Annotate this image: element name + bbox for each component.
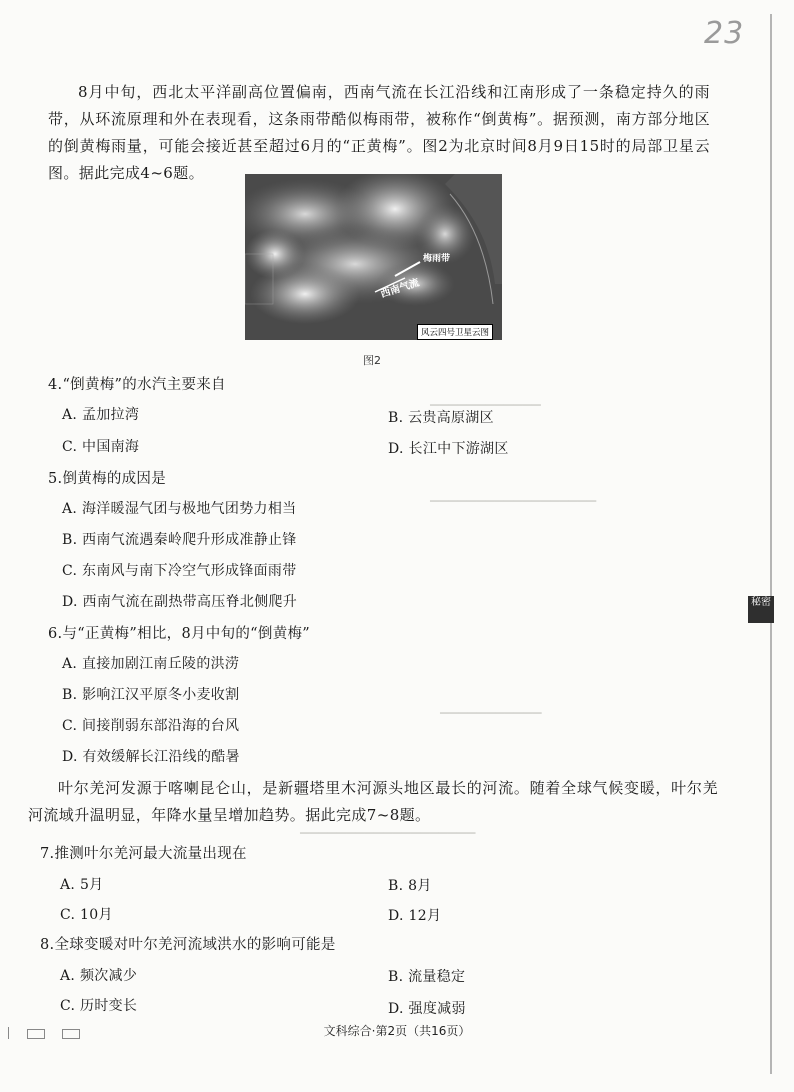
option-letter: C. bbox=[62, 563, 78, 579]
option-6b[interactable] bbox=[62, 684, 239, 704]
option-4b[interactable] bbox=[388, 407, 494, 427]
option-8c[interactable] bbox=[60, 995, 137, 1015]
rain-belt-label: 梅雨带 bbox=[423, 254, 451, 264]
option-letter: D. bbox=[62, 749, 78, 765]
option-6a[interactable] bbox=[62, 653, 239, 673]
option-text: 5月 bbox=[79, 877, 104, 893]
page-footer: 文科综合·第2页（共16页） bbox=[323, 1024, 471, 1038]
option-letter: C. bbox=[62, 718, 78, 734]
satellite-cloud-map bbox=[245, 174, 502, 340]
question-stem-text: 推测叶尔羌河最大流量出现在 bbox=[54, 846, 247, 862]
option-text: 影响江汉平原冬小麦收割 bbox=[82, 687, 240, 703]
option-text: 直接加剧江南丘陵的洪涝 bbox=[81, 656, 240, 672]
option-8a[interactable] bbox=[60, 965, 137, 985]
option-7d[interactable] bbox=[388, 905, 441, 925]
question-7-stem bbox=[40, 842, 247, 863]
option-text: 频次减少 bbox=[79, 968, 138, 984]
question-stem-text: 与“正黄梅”相比，8月中旬的“倒黄梅” bbox=[62, 626, 311, 642]
option-letter: C. bbox=[60, 998, 76, 1014]
option-text: 8月 bbox=[408, 878, 432, 894]
scan-edge-line bbox=[770, 14, 772, 1074]
option-letter: B. bbox=[62, 532, 78, 548]
question-5-stem bbox=[48, 467, 166, 488]
option-text: 间接削弱东部沿海的台风 bbox=[82, 718, 240, 734]
intro-passage-2-text: 叶尔羌河发源于喀喇昆仑山，是新疆塔里木河源头地区最长的河流。随着全球气候变暖，叶尔羌河流域升温明显，年降水量呈增加趋势。据此完成7~8题。 bbox=[28, 779, 718, 824]
option-text: 西南气流在副热带高压脊北侧爬升 bbox=[82, 594, 298, 610]
option-5d[interactable] bbox=[62, 591, 297, 611]
question-8-stem bbox=[40, 933, 336, 954]
option-text: 10月 bbox=[80, 907, 113, 923]
satellite-source-box: 风云四号卫星云图 bbox=[417, 324, 493, 340]
option-letter: C. bbox=[62, 439, 78, 455]
option-text: 长江中下游湖区 bbox=[408, 441, 509, 457]
bleed-through-text: ▁▁▁▁▁▁▁▁▁▁▁▁▁▁▁▁▁▁▁ bbox=[300, 820, 476, 834]
question-4-stem bbox=[48, 373, 226, 394]
question-number: 6. bbox=[48, 626, 63, 642]
question-number: 4. bbox=[48, 377, 63, 393]
question-stem-text: 全球变暖对叶尔羌河流域洪水的影响可能是 bbox=[54, 937, 336, 953]
option-letter: A. bbox=[62, 501, 78, 517]
satellite-image-figure bbox=[245, 174, 502, 340]
option-letter: A. bbox=[60, 877, 76, 893]
option-4a[interactable] bbox=[62, 404, 139, 424]
option-text: 有效缓解长江沿线的酷暑 bbox=[82, 749, 240, 765]
option-letter: D. bbox=[388, 441, 404, 457]
option-7b[interactable] bbox=[388, 875, 432, 895]
option-letter: C. bbox=[60, 907, 76, 923]
option-text: 西南气流遇秦岭爬升形成准静止锋 bbox=[82, 532, 297, 548]
question-number: 5. bbox=[48, 471, 63, 487]
option-4c[interactable] bbox=[62, 436, 139, 456]
option-letter: B. bbox=[388, 878, 404, 894]
option-5b[interactable] bbox=[62, 529, 297, 549]
option-6c[interactable] bbox=[62, 715, 239, 735]
question-stem-text: “倒黄梅”的水汽主要来自 bbox=[62, 377, 226, 393]
option-7c[interactable] bbox=[60, 904, 113, 924]
option-text: 孟加拉湾 bbox=[81, 407, 140, 423]
option-text: 历时变长 bbox=[80, 998, 138, 1014]
handwritten-page-number: 23 bbox=[704, 16, 745, 51]
option-text: 强度减弱 bbox=[408, 1001, 466, 1017]
question-stem-text: 倒黄梅的成因是 bbox=[62, 471, 167, 487]
bleed-through-text: ▁▁▁▁▁▁▁▁▁▁▁ bbox=[440, 700, 542, 714]
bleed-through-text: ▁▁▁▁▁▁▁▁▁▁▁▁▁▁▁▁▁▁ bbox=[430, 488, 597, 502]
option-letter: B. bbox=[388, 410, 404, 426]
bleed-through-text: ▁▁▁▁▁▁▁▁▁▁▁▁ bbox=[430, 392, 541, 406]
option-5a[interactable] bbox=[62, 498, 296, 518]
option-letter: A. bbox=[62, 407, 78, 423]
option-letter: D. bbox=[388, 1001, 404, 1017]
option-text: 中国南海 bbox=[82, 439, 140, 455]
intro-passage-text: 8月中旬，西北太平洋副高位置偏南，西南气流在长江沿线和江南形成了一条稳定持久的雨带，从环流原理和外在表现看，这条雨带酷似梅雨带，被称作“倒黄梅”。据预测，南方部分地区的倒黄梅雨量，可能会接近甚至超过6月的“正黄梅”。图2为北京时间8月9日15时的局部卫星云图。据此完成4~6题。 bbox=[48, 83, 710, 182]
option-letter: D. bbox=[62, 594, 78, 610]
option-4d[interactable] bbox=[388, 438, 509, 458]
option-letter: A. bbox=[60, 968, 76, 984]
option-text: 12月 bbox=[408, 908, 442, 924]
intro-passage-2 bbox=[28, 775, 718, 829]
option-text: 云贵高原湖区 bbox=[408, 410, 494, 426]
option-text: 东南风与南下冷空气形成锋面雨带 bbox=[82, 563, 297, 579]
option-letter: B. bbox=[62, 687, 78, 703]
question-6-stem bbox=[48, 622, 310, 643]
option-8b[interactable] bbox=[388, 966, 465, 986]
sw-flow-label: 西南气流 bbox=[379, 277, 421, 301]
option-letter: D. bbox=[388, 908, 404, 924]
secret-tab: 秘密 bbox=[748, 596, 774, 623]
option-text: 海洋暖湿气团与极地气团势力相当 bbox=[81, 501, 297, 517]
option-letter: B. bbox=[388, 969, 404, 985]
figure-caption: 图2 bbox=[363, 354, 381, 367]
question-number: 8. bbox=[40, 937, 55, 953]
option-6d[interactable] bbox=[62, 746, 240, 766]
question-number: 7. bbox=[40, 846, 55, 862]
option-5c[interactable] bbox=[62, 560, 297, 580]
option-8d[interactable] bbox=[388, 998, 466, 1018]
intro-passage bbox=[48, 79, 710, 187]
option-text: 流量稳定 bbox=[408, 969, 466, 985]
option-letter: A. bbox=[62, 656, 78, 672]
option-7a[interactable] bbox=[60, 874, 103, 894]
